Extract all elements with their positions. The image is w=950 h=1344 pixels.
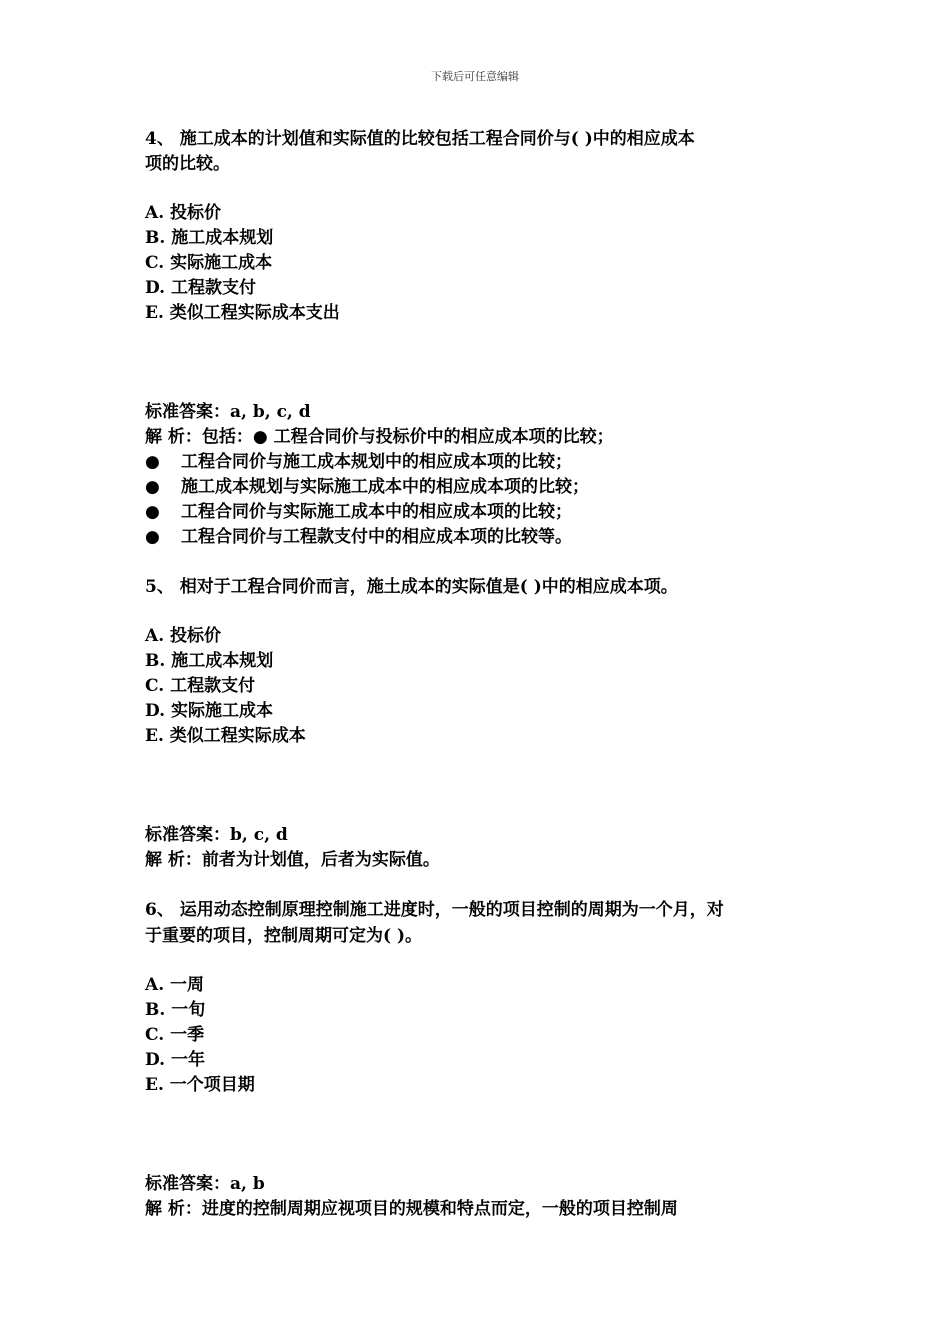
q4-bullet-text: 工程合同价与工程款支付中的相应成本项的比较等。	[181, 527, 572, 547]
q5-analysis: 解 析：前者为计划值，后者为实际值。	[145, 850, 440, 870]
q4-option-a: A. 投标价	[145, 203, 222, 223]
q6-stem-line2: 于重要的项目，控制周期可定为( )。	[145, 926, 423, 946]
bullet-icon: ●	[145, 502, 160, 522]
q6-stem-line1: 6、 运用动态控制原理控制施工进度时，一般的项目控制的周期为一个月，对	[145, 900, 724, 920]
q4-option-b: B. 施工成本规划	[145, 228, 274, 248]
bullet-icon: ●	[145, 477, 160, 497]
q4-bullet-item	[145, 526, 572, 548]
q5-stem-line1: 5、 相对于工程合同价而言，施土成本的实际值是( )中的相应成本项。	[145, 577, 678, 597]
q4-bullet-item	[145, 476, 589, 498]
page-header: 下载后可任意编辑	[431, 70, 519, 83]
q5-option-d: D. 实际施工成本	[145, 701, 273, 721]
bullet-icon: ●	[145, 527, 160, 547]
q4-bullet-text: 工程合同价与实际施工成本中的相应成本项的比较；	[181, 502, 572, 522]
q5-option-b: B. 施工成本规划	[145, 651, 274, 671]
q4-bullet-text: 工程合同价与施工成本规划中的相应成本项的比较；	[181, 452, 572, 472]
q6-analysis: 解 析：进度的控制周期应视项目的规模和特点而定，一般的项目控制周	[145, 1199, 678, 1219]
q6-option-b: B. 一旬	[145, 1000, 206, 1020]
q4-option-d: D. 工程款支付	[145, 278, 256, 298]
q5-option-e: E. 类似工程实际成本	[145, 726, 306, 746]
q4-bullet-item	[145, 451, 572, 473]
q4-stem-line1: 4、 施工成本的计划值和实际值的比较包括工程合同价与( )中的相应成本	[145, 129, 695, 149]
q5-option-c: C. 工程款支付	[145, 676, 256, 696]
q6-option-e: E. 一个项目期	[145, 1075, 255, 1095]
q4-option-c: C. 实际施工成本	[145, 253, 273, 273]
q4-stem-line2: 项的比较。	[145, 154, 230, 174]
q6-option-d: D. 一年	[145, 1050, 205, 1070]
q6-option-c: C. 一季	[145, 1025, 205, 1045]
bullet-icon: ●	[145, 452, 160, 472]
q4-bullet-item	[145, 501, 572, 523]
q4-answer: 标准答案：a, b, c, d	[145, 402, 311, 422]
q5-answer: 标准答案：b, c, d	[145, 825, 288, 845]
q4-analysis-lead: 解 析：包括：● 工程合同价与投标价中的相应成本项的比较；	[145, 427, 614, 447]
q5-option-a: A. 投标价	[145, 626, 222, 646]
q6-answer: 标准答案：a, b	[145, 1174, 265, 1194]
q4-bullet-text: 施工成本规划与实际施工成本中的相应成本项的比较；	[181, 477, 589, 497]
q4-option-e: E. 类似工程实际成本支出	[145, 303, 340, 323]
q6-option-a: A. 一周	[145, 975, 205, 995]
